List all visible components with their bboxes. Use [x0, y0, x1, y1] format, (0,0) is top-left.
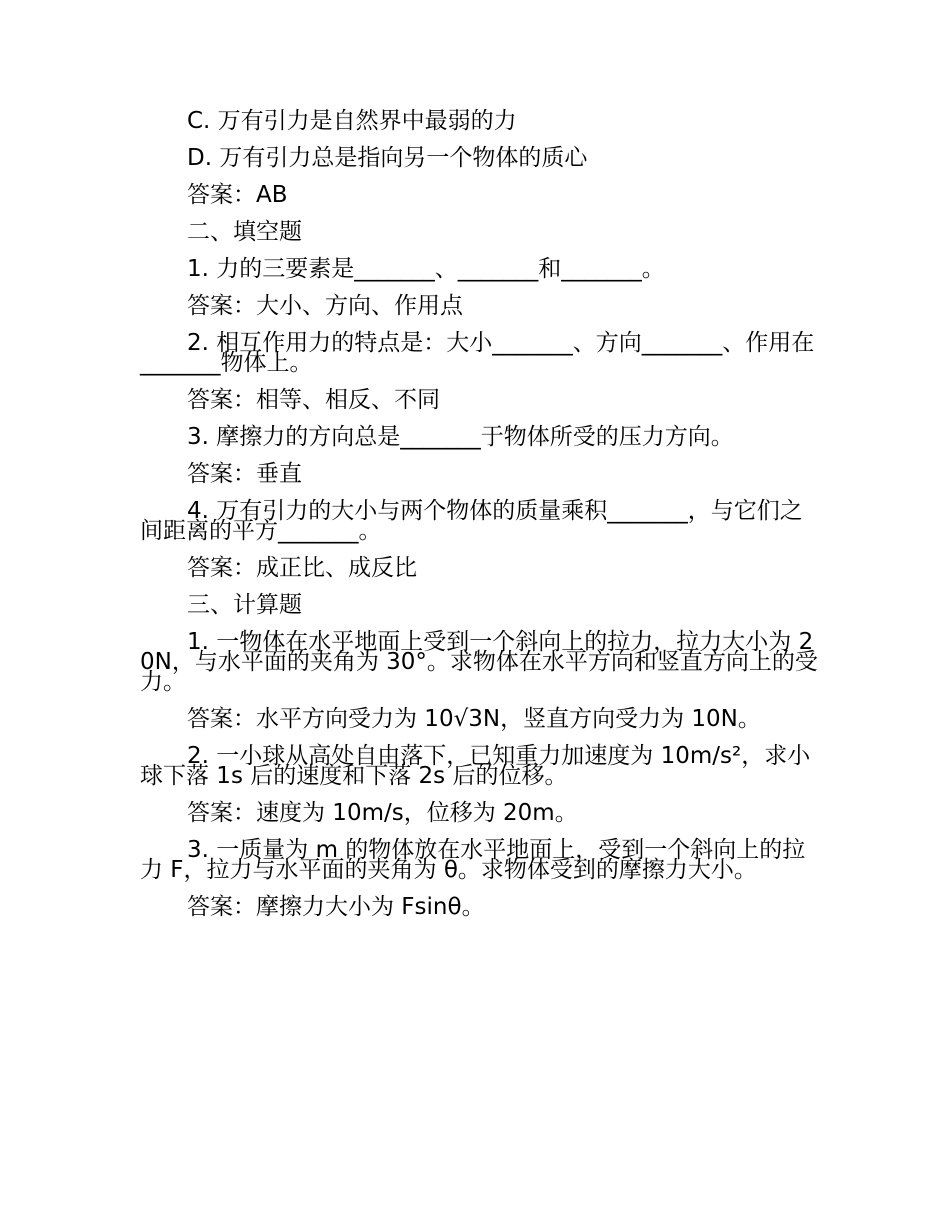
option-d: D. 万有引力总是指向另一个物体的质心	[187, 145, 588, 171]
option-c: C. 万有引力是自然界中最弱的力	[187, 108, 517, 134]
answer-fill-2: 答案：相等、相反、不同	[187, 387, 440, 413]
question-calc-3: 3. 一质量为 m 的物体放在水平地面上，受到一个斜向上的拉力 F，拉力与水平面的夹角为 θ。求物体受到的摩擦力大小。	[140, 837, 806, 883]
question-fill-4: 4. 万有引力的大小与两个物体的质量乘积_______，与它们之间距离的平方_______。	[140, 498, 803, 544]
question-calc-1: 1. 一物体在水平地面上受到一个斜向上的拉力，拉力大小为 20N，与水平面的夹角为 30°。求物体在水平方向和竖直方向上的受力。	[140, 629, 818, 695]
answer-calc-2: 答案：速度为 10m/s，位移为 20m。	[187, 800, 578, 826]
section-heading-fill-blank: 二、填空题	[187, 219, 302, 245]
answer-fill-1: 答案：大小、方向、作用点	[187, 293, 463, 319]
question-fill-3: 3. 摩擦力的方向总是_______于物体所受的压力方向。	[187, 424, 734, 450]
answer-calc-3: 答案：摩擦力大小为 Fsinθ。	[187, 894, 485, 920]
question-fill-2: 2. 相互作用力的特点是：大小_______、方向_______、作用在_______物体上。	[140, 330, 815, 376]
answer-choice: 答案：AB	[187, 182, 288, 208]
answer-fill-3: 答案：垂直	[187, 461, 302, 487]
answer-calc-1: 答案：水平方向受力为 10√3N，竖直方向受力为 10N。	[187, 706, 761, 732]
question-calc-2: 2. 一小球从高处自由落下，已知重力加速度为 10m/s²，求小球下落 1s 后的速度和下落 2s 后的位移。	[140, 743, 811, 789]
answer-fill-4: 答案：成正比、成反比	[187, 555, 417, 581]
document-page	[140, 103, 820, 926]
section-heading-calculation: 三、计算题	[187, 592, 302, 618]
question-fill-1: 1. 力的三要素是_______、_______和_______。	[187, 256, 665, 282]
